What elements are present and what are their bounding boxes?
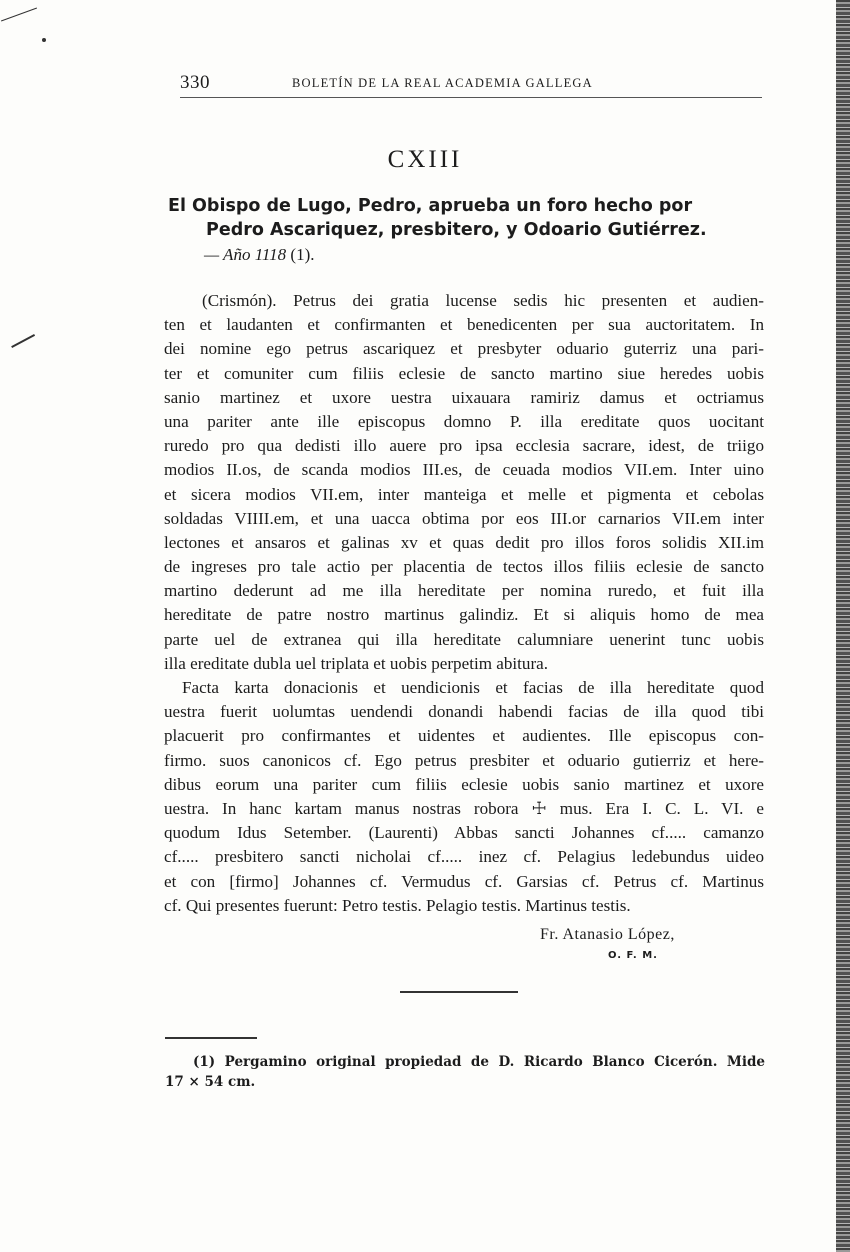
running-head: BOLETÍN DE LA REAL ACADEMIA GALLEGA xyxy=(292,76,593,90)
body-line: firmo. suos canonicos cf. Ego petrus presbiter et oduario gutierriz et here- xyxy=(164,750,764,770)
page-number: 330 xyxy=(180,72,210,93)
document-title xyxy=(168,194,768,242)
body-line: cf..... presbitero sancti nicholai cf..... inez cf. Pelagius ledebundus uideo xyxy=(164,847,764,867)
closing-rule xyxy=(400,991,518,993)
title-line: El Obispo de Lugo, Pedro, aprueba un foro hecho por xyxy=(168,196,693,216)
body-line: uestra fuerit uolumtas uendendi donandi habendi facias de illa quod tibi xyxy=(164,702,764,722)
body-line: de ingreses pro tale actio per placentia de tectos illos filiis eclesie de sancto xyxy=(164,557,764,577)
body-line: hereditate de patre nostro martinus galindiz. Et si aliquis homo de mea xyxy=(164,605,764,625)
scan-mark xyxy=(11,334,35,348)
body-line: dei nomine ego petrus ascariquez et presbyter oduario guterriz una pari- xyxy=(164,339,764,359)
document-body xyxy=(164,289,764,918)
body-line: sanio martinez et uxore uestra uixauara ramiriz damus et octriamus xyxy=(164,387,764,407)
scan-speck xyxy=(42,38,46,42)
body-line: (Crismón). Petrus dei gratia lucense sedis hic presenten et audien- xyxy=(202,291,764,310)
body-line: lectones et ansaros et galinas xv et quas dedit pro illos foros solidis XII.im xyxy=(164,532,764,552)
page-header xyxy=(180,72,760,94)
document-year xyxy=(204,245,315,265)
body-line: martino dederunt ad me illa hereditate per nomina ruredo, et fuit illa xyxy=(164,581,764,601)
body-line: parte uel de extranea qui illa hereditate calumniare uenerint tunc uobis xyxy=(164,629,764,649)
footnote-line: 17 × 54 cm. xyxy=(165,1074,256,1090)
body-line: uestra. In hanc kartam manus nostras robora ☩ mus. Era I. C. L. VI. e xyxy=(164,798,764,818)
year-footnote-ref: (1). xyxy=(290,245,315,264)
body-line: quodum Idus Setember. (Laurenti) Abbas sancti Johannes cf..... camanzo xyxy=(164,823,764,843)
signature-order: O. F. M. xyxy=(608,950,658,961)
body-line: illa ereditate dubla uel triplata et uobis perpetim abitura. xyxy=(164,653,548,673)
header-rule xyxy=(180,97,762,98)
body-line: ruredo pro qua dedisti illo auere pro ipsa ecclesia sacrare, idest, de triigo xyxy=(164,436,764,456)
body-line: cf. Qui presentes fuerunt: Petro testis. Pelagio testis. Martinus testis. xyxy=(164,895,631,915)
title-line: Pedro Ascariquez, presbitero, y Odoario Gutiérrez. xyxy=(206,220,707,240)
body-line: et con [firmo] Johannes cf. Vermudus cf. Garsias cf. Petrus cf. Martinus xyxy=(164,871,764,891)
body-line: placuerit pro confirmantes et uidentes et audientes. Ille episcopus con- xyxy=(164,726,764,746)
body-line: soldadas VIIII.em, et una uacca obtima por eos III.or carnarios VII.em inter xyxy=(164,508,764,528)
body-line: ter et comuniter cum filiis eclesie de sancto martino siue heredes uobis xyxy=(164,363,764,383)
body-line: una pariter ante ille episcopus domno P. illa ereditate quos uocitant xyxy=(164,411,764,431)
body-line: et sicera modios VII.em, inter manteiga et melle et pigmenta et cebolas xyxy=(164,484,764,504)
year-text: — Año 1118 xyxy=(204,245,287,264)
document-number: CXIII xyxy=(387,146,463,173)
scan-edge xyxy=(836,0,850,1252)
signature: Fr. Atanasio López, xyxy=(540,926,675,943)
footnote xyxy=(165,1052,765,1092)
body-line: modios II.os, de scanda modios III.es, de ceuada modios VII.em. Inter uino xyxy=(164,460,764,480)
scan-mark xyxy=(1,8,37,22)
footnote-line: (1) Pergamino original propiedad de D. Ricardo Blanco Cicerón. Mide xyxy=(193,1054,765,1070)
body-line: dibus eorum una pariter cum filiis eclesie uobis sanio martinez et uxore xyxy=(164,774,764,794)
footnote-rule xyxy=(165,1037,257,1039)
body-line: Facta karta donacionis et uendicionis et facias de illa hereditate quod xyxy=(182,678,764,697)
body-line: ten et laudanten et confirmanten et benedicenten per sua auctoritatem. In xyxy=(164,315,764,335)
